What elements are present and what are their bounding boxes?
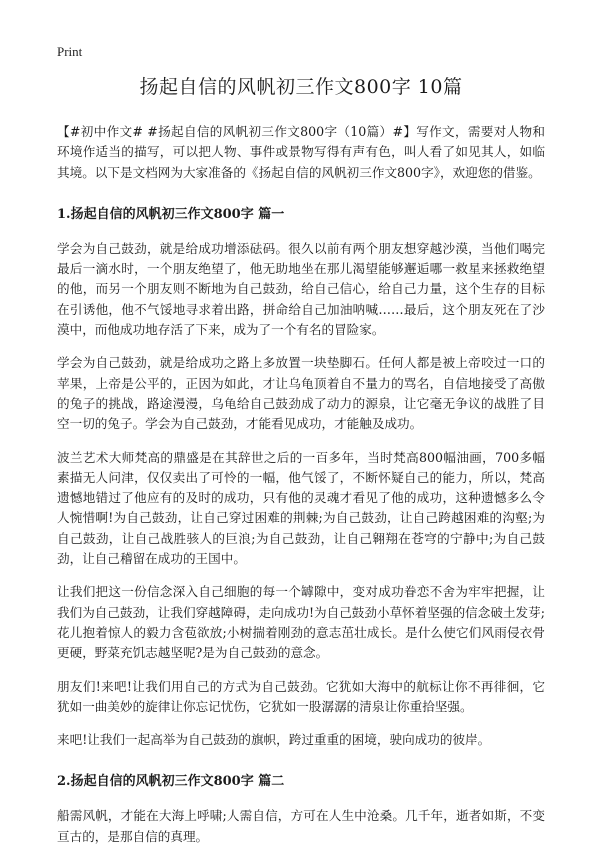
paragraph: 波兰艺术大师梵高的鼎盛是在其辞世之后的一百多年，当时梵高800幅油画，700多幅素描无人问津，仅仅卖出了可怜的一幅，他气馁了，不断怀疑自己的能力，所以，梵高遗憾地错过了他应有的及时的成功，只有他的灵魂才看见了他的成功，这种遗憾多么令人惋惜啊!为自己鼓劲，让自己穿过困难的荆棘;为自己鼓劲，让自己跨越困难的沟壑;为自己鼓劲，让自己战胜骇人的巨浪;为自己鼓劲，让自己翱翔在苍穹的宁静中;为自己鼓劲，让自己稽留在成功的王国中。 [57,449,545,567]
paragraph: 船需风帆，才能在大海上呼啸;人需自信，方可在人生中沧桑。几千年，逝者如斯，不变亘古的，是那自信的真理。 [57,808,545,844]
paragraph: 朋友们!来吧!让我们用自己的方式为自己鼓劲。它犹如大海中的航标让你不再徘徊，它犹如一曲美妙的旋律让你忘记忧伤，它犹如一股潺潺的清泉让你重拾坚强。 [57,678,545,714]
paragraph: 学会为自己鼓劲，就是给成功增添砝码。很久以前有两个朋友想穿越沙漠，当他们喝完最后一滴水时，一个朋友绝望了，他无助地坐在那儿渴望能够邂逅哪一救星来拯救绝望的他，而另一个朋友则不断地为自己鼓劲，给自己信心，给自己力量，这个生存的目标在引诱他，他不气馁地寻求着出路，拼命给自己加油呐喊……最后，这个朋友死在了沙漠中，而他成功地存活了下来，成为了一个有名的冒险家。 [57,240,545,338]
section-heading-2: 2.扬起自信的风帆初三作文800字 篇二 [57,774,285,790]
document-page [57,72,545,860]
paragraph: 让我们把这一份信念深入自己细胞的每一个罅隙中，变对成功眷恋不舍为牢牢把握，让我们为自己鼓劲，让我们穿越障碍，走向成功!为自己鼓劲小草怀着坚强的信念破土发芽;花儿抱着惊人的毅力含苞欲放;小树揣着刚劲的意志茁壮成长。是什么使它们风雨侵衣骨更硬，野菜充饥志越坚呢?是为自己鼓劲的意念。 [57,584,545,661]
page-title: 扬起自信的风帆初三作文800字 10篇 [139,76,463,98]
paragraph: 来吧!让我们一起高举为自己鼓劲的旗帜，跨过重重的困境，驶向成功的彼岸。 [57,732,491,748]
intro-paragraph: 【#初中作文# #扬起自信的风帆初三作文800字（10篇）#】写作文，需要对人物和环境作适当的描写，可以把人物、事件或景物写得有声有色，叫人看了如见其人，如临其境。以下是文档网为大家准备的《扬起自信的风帆初三作文800字》，欢迎您的借鉴。 [57,124,545,180]
section-heading-1: 1.扬起自信的风帆初三作文800字 篇一 [57,206,285,222]
print-label[interactable]: Print [57,44,83,59]
paragraph: 学会为自己鼓劲，就是给成功之路上多放置一块垫脚石。任何人都是被上帝咬过一口的苹果，上帝是公平的，正因为如此，才让乌龟顶着自不量力的骂名，自信地接受了高傲的兔子的挑战，路途漫漫，乌龟给自己鼓劲成了动力的源泉，让它毫无争议的战胜了目空一切的兔子。学会为自己鼓劲，才能看见成功，才能触及成功。 [57,355,545,432]
